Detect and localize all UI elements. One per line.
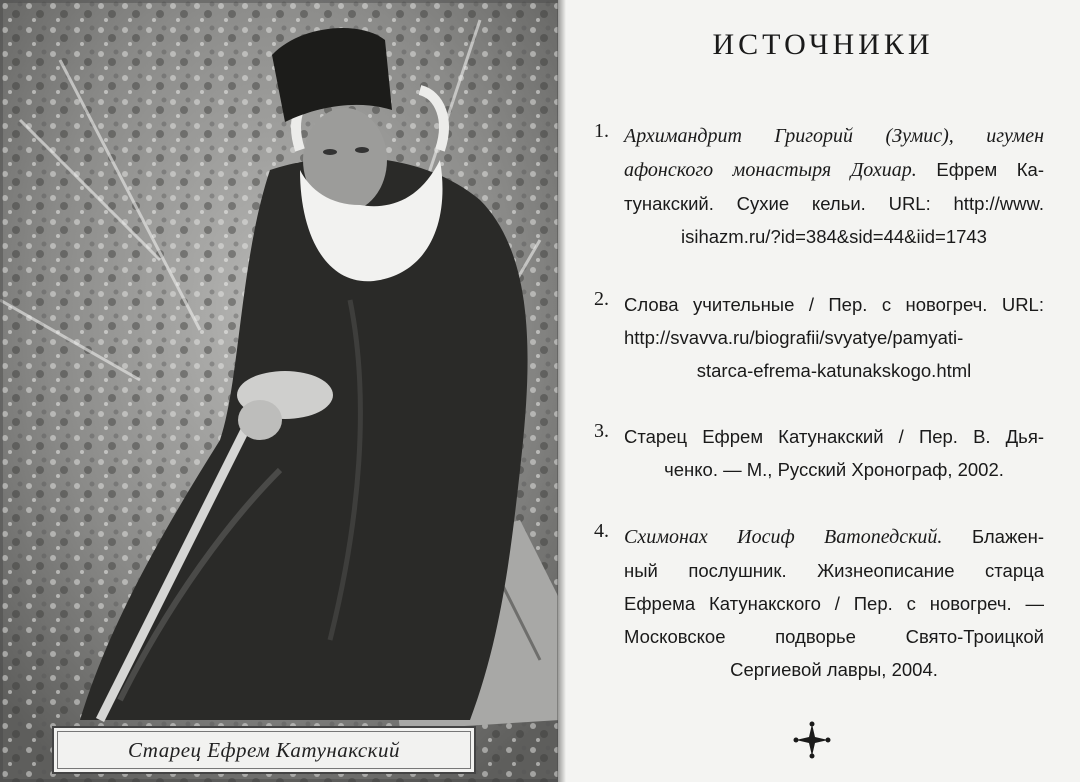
source-line: Слова учительные / Пер. с новогреч. URL: bbox=[624, 294, 1044, 315]
source-number: 3. bbox=[594, 420, 609, 442]
source-text bbox=[624, 288, 1044, 387]
photo-caption-frame bbox=[52, 726, 476, 774]
sources-page bbox=[566, 0, 1080, 782]
source-author: Архимандрит Григорий (Зумис), игумен bbox=[624, 125, 1044, 147]
source-line: Сергиевой лавры, 2004. bbox=[730, 659, 938, 680]
source-line: Ефрема Катунакского / Пер. с новогреч. — bbox=[624, 593, 1044, 614]
source-number: 2. bbox=[594, 288, 609, 310]
source-text bbox=[624, 120, 1044, 253]
source-line: Старец Ефрем Катунакский / Пер. В. Дья- bbox=[624, 426, 1044, 447]
source-text bbox=[624, 520, 1044, 686]
page-gutter bbox=[558, 0, 566, 782]
source-line bbox=[624, 520, 1044, 554]
page-title: ИСТОЧНИКИ bbox=[712, 28, 934, 61]
source-line-rest: Блажен- bbox=[971, 526, 1045, 547]
source-url-line: starca-efrema-katunakskogo.html bbox=[696, 360, 972, 381]
source-number: 4. bbox=[594, 520, 609, 542]
source-author: Схимонах Иосиф Ватопедский. bbox=[624, 526, 943, 548]
source-line: ный послушник. Жизнеописание старца bbox=[624, 560, 1044, 581]
source-line: тунакский. Сухие кельи. URL: http://www. bbox=[624, 193, 1044, 214]
source-author: афонского монастыря Дохиар. bbox=[624, 159, 917, 181]
cross-ornament-icon bbox=[792, 720, 832, 760]
source-url-line: isihazm.ru/?id=384&sid=44&iid=1743 bbox=[681, 226, 987, 247]
source-line: Московское подворье Свято-Троицкой bbox=[624, 626, 1044, 647]
source-line-rest: Ефрем Ка- bbox=[936, 159, 1045, 180]
source-line bbox=[624, 153, 1044, 187]
source-number: 1. bbox=[594, 120, 609, 142]
source-line: ченко. — М., Русский Хронограф, 2002. bbox=[664, 459, 1004, 480]
photo-caption: Старец Ефрем Катунакский bbox=[128, 737, 400, 762]
source-text bbox=[624, 420, 1044, 486]
source-url-line: http://svavva.ru/biografii/svyatye/pamyati- bbox=[624, 327, 964, 348]
